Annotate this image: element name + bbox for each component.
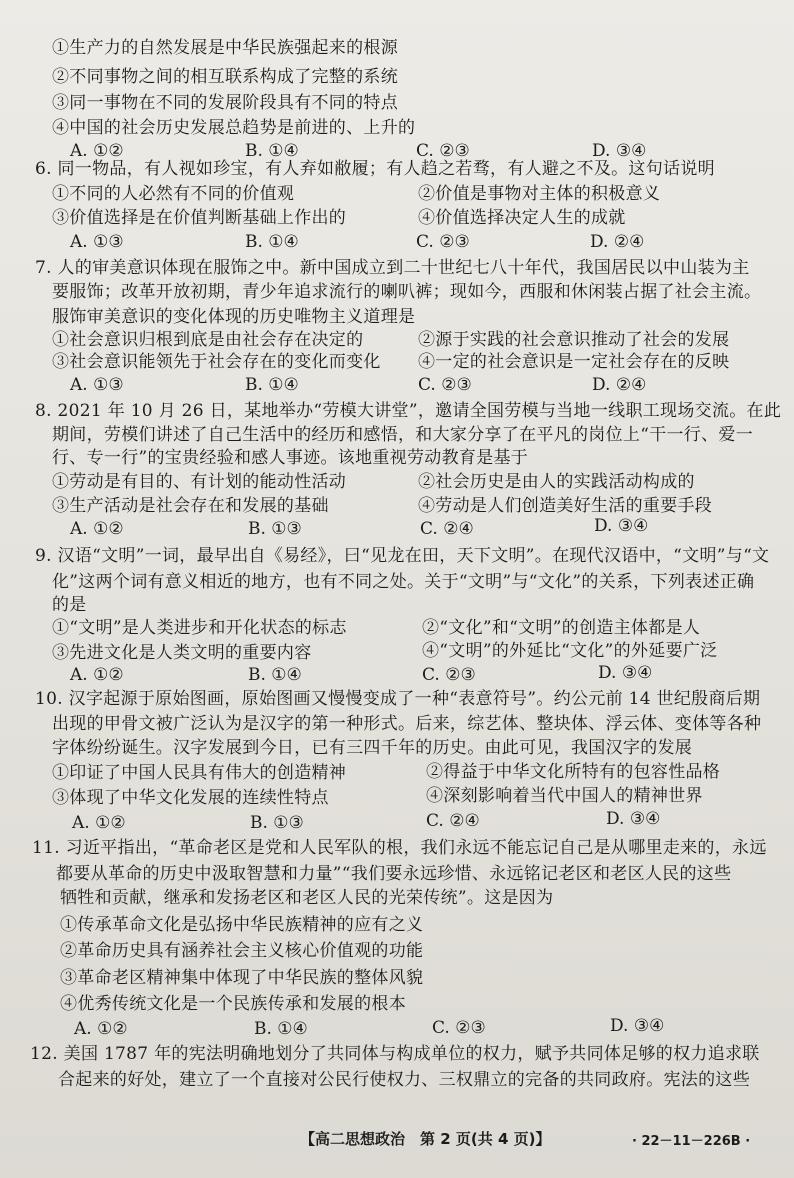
q8-item-3: ③生产活动是社会存在和发展的基础: [52, 496, 329, 516]
q6-item-3: ③价值选择是在价值判断基础上作出的: [52, 208, 347, 228]
q9-option-c: C. ②③: [422, 665, 476, 685]
q7-stem-line-1: 7. 人的审美意识体现在服饰之中。新中国成立到二十世纪七八十年代，我国居民以中山装为主: [35, 258, 750, 278]
q11-stem-line-1: 11. 习近平指出，“革命老区是党和人民军队的根，我们永远不能忘记自己是从哪里走来的，永远: [32, 838, 767, 858]
q8-item-4: ④劳动是人们创造美好生活的重要手段: [418, 496, 713, 516]
q7-option-c: C. ②③: [418, 375, 472, 395]
q12-stem-line-1: 12. 美国 1787 年的宪法明确地划分了共同体与构成单位的权力，赋予共同体足够的权力追求联: [30, 1044, 760, 1064]
q11-stem-line-3: 牺牲和贡献，继承和发扬老区和老区人民的光荣传统”。这是因为: [60, 888, 554, 908]
q10-stem-line-1: 10. 汉字起源于原始图画，原始图画又慢慢变成了一种“表意符号”。约公元前 14 世纪殷商后期: [35, 689, 761, 709]
q11-option-a: A. ①②: [74, 1019, 128, 1039]
q10-item-2: ②得益于中华文化所特有的包容性品格: [426, 762, 721, 782]
q9-stem-line-1: 9. 汉语“文明”一词，最早出自《易经》，曰“见龙在田，天下文明”。在现代汉语中，“文明”与“文: [35, 546, 770, 566]
q11-stem-line-2: 都要从革命的历史中汲取智慧和力量”“我们要永远珍惜、永远铭记老区和老区人民的这些: [56, 864, 732, 884]
q7-stem-line-2: 要服饰；改革开放初期，青少年追求流行的喇叭裤；现如今，西服和休闲装占据了社会主流。: [52, 282, 762, 302]
q10-option-b: B. ①③: [250, 813, 304, 833]
q9-option-a: A. ①②: [70, 665, 124, 685]
q10-option-d: D. ③④: [606, 809, 661, 829]
q10-option-c: C. ②④: [426, 811, 480, 831]
q10-item-1: ①印证了中国人民具有伟大的创造精神: [52, 763, 347, 783]
q8-option-d: D. ③④: [594, 516, 649, 536]
q6-option-d: D. ②④: [590, 232, 645, 252]
q5-option-b: B. ①④: [245, 141, 299, 161]
q8-stem-line-2: 期间，劳模们讲述了自己生活中的经历和感悟，和大家分享了在平凡的岗位上“干一行、爱一: [52, 425, 753, 445]
q5-item-4: ④中国的社会历史发展总趋势是前进的、上升的: [52, 118, 416, 138]
q5-option-c: C. ②③: [416, 141, 470, 161]
q6-item-1: ①不同的人必然有不同的价值观: [52, 184, 295, 204]
q5-item-2: ②不同事物之间的相互联系构成了完整的系统: [52, 67, 398, 87]
q10-option-a: A. ①②: [72, 813, 126, 833]
q11-option-b: B. ①④: [254, 1019, 308, 1039]
q11-item-4: ④优秀传统文化是一个民族传承和发展的根本: [60, 994, 406, 1014]
q10-item-4: ④深刻影响着当代中国人的精神世界: [426, 786, 703, 806]
q9-stem-line-2: 化”这两个词有意义相近的地方，也有不同之处。关于“文明”与“文化”的关系，下列表述正确: [52, 572, 755, 592]
q8-option-a: A. ①②: [70, 519, 124, 539]
q8-stem-line-1: 8. 2021 年 10 月 26 日，某地举办“劳模大讲堂”，邀请全国劳模与当地一线职工现场交流。在此: [35, 401, 782, 421]
q9-item-4: ④“文明”的外延比“文化”的外延要广泛: [422, 641, 718, 661]
page-footer-label: 【高二思想政治 第 2 页(共 4 页)】: [300, 1130, 551, 1148]
q6-option-a: A. ①③: [70, 232, 124, 252]
q10-item-3: ③体现了中华文化发展的连续性特点: [52, 788, 329, 808]
q7-stem-line-3: 服饰审美意识的变化体现的历史唯物主义道理是: [52, 307, 416, 327]
q5-item-3: ③同一事物在不同的发展阶段具有不同的特点: [52, 93, 398, 113]
q6-option-c: C. ②③: [416, 232, 470, 252]
q7-item-3: ③社会意识能领先于社会存在的变化而变化: [52, 352, 381, 372]
q8-item-1: ①劳动是有目的、有计划的能动性活动: [52, 472, 347, 492]
q8-option-b: B. ①③: [248, 519, 302, 539]
q11-item-2: ②革命历史具有涵养社会主义核心价值观的功能: [60, 941, 424, 961]
q6-option-b: B. ①④: [245, 232, 299, 252]
q11-option-c: C. ②③: [432, 1018, 486, 1038]
q7-item-4: ④一定的社会意识是一定社会存在的反映: [418, 352, 730, 372]
q9-item-2: ②“文化”和“文明”的创造主体都是人: [422, 618, 701, 638]
q6-item-4: ④价值选择决定人生的成就: [418, 208, 626, 228]
q8-option-c: C. ②④: [420, 519, 474, 539]
q7-option-d: D. ②④: [592, 375, 647, 395]
q5-option-d: D. ③④: [592, 141, 647, 161]
q6-stem: 6. 同一物品，有人视如珍宝，有人弃如敝履；有人趋之若骛，有人避之不及。这句话说明: [35, 159, 715, 179]
q8-stem-line-3: 行、专一行”的宝贵经验和感人事迹。该地重视劳动教育是基于: [52, 448, 529, 468]
q9-option-d: D. ③④: [598, 663, 653, 683]
q6-item-2: ②价值是事物对主体的积极意义: [418, 184, 661, 204]
q8-item-2: ②社会历史是由人的实践活动构成的: [418, 472, 695, 492]
q10-stem-line-2: 出现的甲骨文被广泛认为是汉字的第一种形式。后来，综艺体、整块体、浮云体、变体等各种: [52, 714, 762, 734]
q11-item-3: ③革命老区精神集中体现了中华民族的整体风貌: [60, 968, 424, 988]
q11-option-d: D. ③④: [610, 1016, 665, 1036]
q9-item-1: ①“文明”是人类进步和开化状态的标志: [52, 618, 347, 638]
q5-option-a: A. ①②: [70, 141, 124, 161]
q7-option-b: B. ①④: [245, 375, 299, 395]
q9-option-b: B. ①④: [248, 665, 302, 685]
q9-stem-line-3: 的是: [52, 595, 87, 615]
q9-item-3: ③先进文化是人类文明的重要内容: [52, 643, 312, 663]
q7-item-1: ①社会意识归根到底是由社会存在决定的: [52, 330, 364, 350]
q7-item-2: ②源于实践的社会意识推动了社会的发展: [418, 330, 730, 350]
q7-option-a: A. ①③: [70, 375, 124, 395]
q11-item-1: ①传承革命文化是弘扬中华民族精神的应有之义: [60, 915, 424, 935]
q5-item-1: ①生产力的自然发展是中华民族强起来的根源: [52, 38, 398, 58]
page-footer-code: · 22－11－226B ·: [632, 1134, 751, 1149]
q10-stem-line-3: 字体纷纷诞生。汉字发展到今日，已有三四千年的历史。由此可见，我国汉字的发展: [52, 738, 693, 758]
q12-stem-line-2: 合起来的好处，建立了一个直接对公民行使权力、三权鼎立的完备的共同政府。宪法的这些: [58, 1070, 750, 1090]
